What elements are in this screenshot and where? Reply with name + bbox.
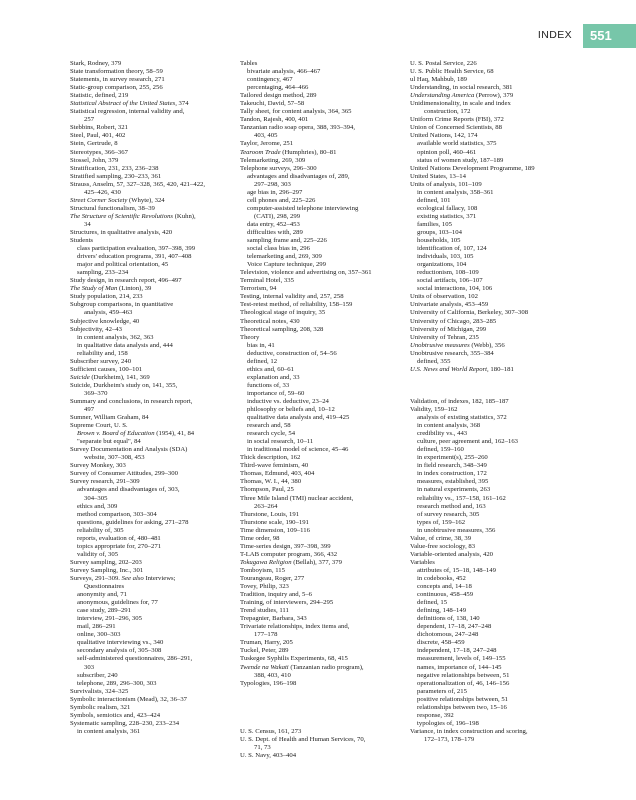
index-entry: advantages and disadvantages of, 289, [247, 172, 350, 180]
index-entry: U.S. News and World Report, 180–181 [410, 365, 514, 373]
index-entry: 304–305 [84, 494, 108, 502]
index-entry: of survey research, 305 [417, 510, 480, 518]
index-entry: Unidimensionality, in scale and index [410, 100, 511, 108]
index-entry: philosophy or beliefs and, 10–12 [247, 406, 335, 414]
index-entry: Third-wave feminism, 40 [240, 462, 309, 470]
index-entry: case study, 289–291 [77, 607, 131, 615]
index-entry: 177–178 [254, 631, 278, 639]
index-entry: Statements, in survey research, 271 [70, 76, 165, 84]
index-entry: analysis, 459–463 [84, 309, 133, 317]
index-entry: reductionism, 108–109 [417, 269, 479, 277]
index-entry: ecological fallacy, 108 [417, 204, 478, 212]
index-entry: Suicide (Durkheim), 141, 369 [70, 373, 150, 381]
index-entry: major and political orientation, 45 [77, 261, 169, 269]
index-entry: Truman, Harry, 205 [240, 639, 293, 647]
index-entry: website, 307–308, 453 [84, 454, 145, 462]
index-entry: dependent, 17–18, 247–248 [417, 623, 492, 631]
index-entry: Subjective knowledge, 40 [70, 317, 140, 325]
index-entry: Thurstone, Louis, 191 [240, 510, 300, 518]
index-entry [410, 374, 585, 382]
index-entry: measures, established, 395 [417, 478, 489, 486]
index-entry: Variable-oriented analysis, 420 [410, 550, 494, 558]
index-entry: operationalization of, 46, 146–156 [417, 679, 510, 687]
index-entry: Univariate analysis, 453–459 [410, 301, 489, 309]
index-entry: 403, 405 [254, 132, 278, 140]
index-entry: Value, of crime, 38, 39 [410, 534, 472, 542]
index-entry: in content analysis, 362, 363 [77, 333, 154, 341]
index-entry: Symbolic realism, 321 [70, 703, 131, 711]
index-entry: Trend studies, 111 [240, 607, 289, 615]
index-entry: questions, guidelines for asking, 271–278 [77, 518, 189, 526]
index-entry: reliability and, 158 [77, 349, 128, 357]
index-entry: Understanding America (Perrow), 379 [410, 92, 514, 100]
index-entry: in field research, 348–349 [417, 462, 487, 470]
index-entry: contingency, 467 [247, 76, 293, 84]
index-entry: telemarketing and, 269, 309 [247, 253, 322, 261]
index-entry: individuals, 103, 105 [417, 253, 474, 261]
index-entry [240, 696, 406, 704]
index-entry: Units of observation, 102 [410, 293, 478, 301]
index-entry: in content analysis, 361 [77, 727, 141, 735]
index-entry: telephone, 289, 296–300, 303 [77, 679, 157, 687]
index-entry: independent, 17–18, 247–248 [417, 647, 497, 655]
index-entry: Tokugawa Religion (Bellah), 377, 379 [240, 558, 342, 566]
index-entry: Survey sampling, 202–203 [70, 558, 142, 566]
index-entry: Trepagnier, Barbara, 343 [240, 615, 307, 623]
index-entry: households, 105 [417, 237, 461, 245]
index-entry: bias in, 41 [247, 341, 275, 349]
index-entry: Thomas, Edmund, 403, 404 [240, 470, 315, 478]
index-entry: Statistic, defined, 219 [70, 92, 129, 100]
index-entry: defined, 15 [417, 599, 448, 607]
index-entry: Telephone surveys, 296–300 [240, 164, 317, 172]
index-entry: Unobtrusive research, 355–384 [410, 349, 494, 357]
index-entry: Time order, 98 [240, 534, 280, 542]
index-entry: data entry, 452–453 [247, 220, 300, 228]
index-entry: importance of, 59–60 [247, 389, 305, 397]
index-entry: social class bias in, 296 [247, 245, 310, 253]
index-entry: Three Mile Island (TMI) nuclear accident, [240, 494, 354, 502]
index-entry: Television, violence and advertising on, 357–361 [240, 269, 372, 277]
index-entry: cell phones and, 225–226 [247, 196, 316, 204]
index-entry: dichotomous, 247–248 [417, 631, 479, 639]
index-entry: anonymous, guidelines for, 77 [77, 599, 158, 607]
index-entry: Symbols, semiotics and, 423–424 [70, 711, 161, 719]
index-entry: reports, evaluation of, 480–481 [77, 534, 161, 542]
index-entry: Variables [410, 558, 435, 566]
index-entry: bivariate analysis, 466–467 [247, 68, 321, 76]
index-entry: Systematic sampling, 228–230, 233–234 [70, 719, 180, 727]
index-entry: Subgroup comparisons, in quantitative [70, 301, 174, 309]
index-entry: Tovey, Philip, 323 [240, 583, 289, 591]
index-entry: sampling frame and, 225–226 [247, 237, 327, 245]
index-entry: families, 105 [417, 220, 452, 228]
index-entry: organizations, 104 [417, 261, 467, 269]
index-column-3 [410, 60, 585, 744]
index-entry: measurement, levels of, 149–155 [417, 655, 506, 663]
index-entry: Time-series design, 397–398, 399 [240, 542, 331, 550]
index-entry: Takeuchi, David, 57–58 [240, 100, 305, 108]
index-entry: 71, 73 [254, 743, 271, 751]
index-entry: U. S. Dept. of Health and Human Services, 70, [240, 735, 366, 743]
index-entry: Testing, internal validity and, 257, 258 [240, 293, 344, 301]
index-entry: University of Chicago, 283–285 [410, 317, 497, 325]
index-entry: Tradition, inquiry and, 5–6 [240, 591, 313, 599]
index-entry: functions of, 33 [247, 381, 290, 389]
index-entry: Tourangeau, Roger, 277 [240, 575, 305, 582]
index-entry: Tables [240, 60, 258, 67]
index-entry: groups, 103–104 [417, 228, 462, 236]
index-entry: method comparison, 303–304 [77, 510, 157, 518]
index-entry: Study population, 214, 233 [70, 293, 143, 301]
index-entry: Tally sheet, for content analysis, 364, 365 [240, 108, 352, 116]
index-entry: in index construction, 172 [417, 470, 487, 478]
index-entry: discrete, 458–459 [417, 639, 465, 647]
index-entry: Tearoom Trade (Humphries), 80–81 [240, 148, 337, 156]
index-entry: Units of analysis, 101–109 [410, 180, 482, 188]
index-entry: analysis of existing statistics, 372 [417, 414, 507, 422]
index-entry: Subscriber survey, 240 [70, 357, 132, 365]
index-entry: United Nations Development Programme, 189 [410, 164, 535, 172]
index-entry: Sumner, William Graham, 84 [70, 414, 149, 422]
index-entry: Survey of Consumer Attitudes, 299–300 [70, 470, 178, 478]
index-entry: Validity, 159–162 [410, 406, 458, 414]
index-entry: sampling, 233–234 [77, 269, 129, 277]
index-entry: drivers' education programs, 391, 407–408 [77, 253, 192, 261]
index-entry [240, 720, 406, 728]
index-entry: Survey research, 291–309 [70, 478, 140, 486]
index-entry: University of Michigan, 299 [410, 325, 487, 333]
index-entry: culture, peer agreement and, 162–163 [417, 438, 519, 446]
index-entry: online, 300–303 [77, 631, 121, 639]
index-entry: Tuckel, Peter, 289 [240, 647, 289, 655]
index-entry: Stratified sampling, 230–233, 361 [70, 172, 162, 180]
index-entry: U. S. Navy, 403–404 [240, 752, 297, 760]
index-entry: Study design, in research report, 496–497 [70, 277, 182, 285]
index-entry: definitions of, 138, 140 [417, 615, 480, 623]
index-entry: "separate but equal", 84 [77, 438, 141, 446]
index-entry: topics appropriate for, 270–271 [77, 542, 162, 550]
index-entry: reliability vs., 157–158, 161–162 [417, 494, 506, 502]
index-entry: reliability of, 305 [77, 526, 124, 534]
index-entry: relationships between two, 15–16 [417, 703, 507, 711]
index-column-2 [240, 60, 406, 760]
index-entry: positive relationships between, 51 [417, 695, 509, 703]
index-entry: ul Haq, Mahbub, 189 [410, 76, 468, 84]
index-entry: explanation and, 33 [247, 373, 300, 381]
index-entry: 303 [84, 663, 95, 671]
index-entry: parameters of, 215 [417, 687, 467, 695]
index-entry: defined, 12 [247, 357, 278, 365]
index-entry: social interactions, 104, 106 [417, 285, 493, 293]
index-entry: Suicide, Durkheim's study on, 141, 355, [70, 381, 178, 389]
index-entry: T-LAB computer program, 366, 432 [240, 550, 338, 558]
index-entry: opinion poll, 460–461 [417, 148, 477, 156]
index-entry: defining, 148–149 [417, 607, 467, 615]
index-entry: Terrorism, 94 [240, 285, 277, 293]
index-entry: 497 [84, 406, 95, 414]
index-entry: interview, 291–296, 305 [77, 615, 142, 623]
index-entry [410, 382, 585, 390]
index-entry: 369–370 [84, 389, 108, 397]
index-entry: Training, of interviewers, 294–295 [240, 599, 334, 607]
index-entry: The Study of Man (Linton), 39 [70, 285, 152, 293]
index-entry: U. S. Public Health Service, 68 [410, 68, 494, 76]
index-entry: construction, 172 [424, 108, 471, 116]
index-entry: University of California, Berkeley, 307–308 [410, 309, 529, 317]
index-entry: Taylor, Jerome, 251 [240, 140, 294, 148]
index-entry: Stereotypes, 366–367 [70, 148, 128, 156]
index-entry: Thompson, Paul, 25 [240, 486, 294, 494]
index-entry: Uniform Crime Reports (FBI), 372 [410, 116, 504, 124]
index-entry: Symbolic interactionism (Mead), 32, 36–37 [70, 695, 188, 703]
index-entry: in traditional model of science, 45–46 [247, 446, 349, 454]
index-entry: Thurstone scale, 190–191 [240, 518, 309, 526]
index-entry: Tomboyism, 115 [240, 566, 285, 574]
index-entry: Union of Concerned Scientists, 88 [410, 124, 502, 132]
index-entry: defined, 159–160 [417, 446, 464, 454]
index-entry: Survey Monkey, 303 [70, 462, 126, 470]
index-entry: Tandon, Rajesh, 400, 401 [240, 116, 309, 124]
index-entry: difficulties with, 289 [247, 228, 303, 236]
index-entry: in unobtrusive measures, 356 [417, 526, 496, 534]
index-entry: in qualitative data analysis and, 444 [77, 341, 173, 349]
index-entry: negative relationships between, 51 [417, 671, 510, 679]
index-column-1 [70, 60, 228, 736]
index-entry: types of, 159–162 [417, 518, 466, 526]
index-entry: status of women study, 187–189 [417, 156, 504, 164]
index-entry: Questionnaires [84, 583, 125, 591]
index-entry: secondary analysis of, 305–308 [77, 647, 162, 655]
index-entry: Trivariate relationships, index items and, [240, 623, 350, 631]
index-entry: State transformation theory, 58–59 [70, 68, 163, 76]
index-entry: typologies of, 196–198 [417, 719, 479, 727]
index-entry: Voice Capture technique, 299 [247, 261, 326, 269]
index-entry: Structural functionalism, 38–39 [70, 204, 155, 212]
index-entry: Terminal Hotel, 335 [240, 277, 294, 285]
index-entry: Statistical Abstract of the United States, 374 [70, 100, 189, 108]
index-entry: Understanding, in social research, 381 [410, 84, 513, 92]
index-entry: in experiment(s), 255–260 [417, 454, 488, 462]
index-entry: Thomas, W. I., 44, 380 [240, 478, 302, 486]
index-entry: Stratification, 231, 233, 236–238 [70, 164, 159, 172]
index-entry: credibility vs., 443 [417, 430, 468, 438]
index-entry: in natural experiments, 263 [417, 486, 491, 494]
index-entry: response, 392 [417, 711, 454, 719]
index-entry: subscriber, 240 [77, 671, 118, 679]
index-entry: Stossel, John, 379 [70, 156, 119, 164]
index-entry: in content analysis, 358–361 [417, 188, 494, 196]
index-entry: Variance, in index construction and scoring, [410, 727, 528, 735]
index-entry: in social research, 10–11 [247, 438, 314, 446]
index-entry: research cycle, 54 [247, 430, 296, 438]
index-entry: Structures, in qualitative analysis, 420 [70, 228, 173, 236]
index-entry: Unobtrusive measures (Webb), 356 [410, 341, 505, 349]
index-entry: ethics and, 60–61 [247, 365, 294, 373]
index-entry: research method and, 163 [417, 502, 486, 510]
index-entry: Twende na Wakati (Tanzanian radio program), [240, 663, 364, 671]
index-entry: deductive, construction of, 54–56 [247, 349, 337, 357]
index-entry [240, 704, 406, 712]
index-entry: 263–264 [254, 502, 278, 510]
index-entry: Static-group comparison, 255, 256 [70, 84, 163, 92]
index-entry: attributes of, 15–18, 148–149 [417, 566, 496, 574]
index-entry: Validation, of indexes, 182, 185–187 [410, 397, 509, 405]
index-entry: Tanzanian radio soap opera, 388, 393–394, [240, 124, 356, 132]
index-entry: Theological stage of inquiry, 35 [240, 309, 326, 317]
index-entry: Supreme Court, U. S. [70, 422, 128, 430]
index-entry: defined, 355 [417, 357, 451, 365]
page-number-badge: 551 [583, 24, 636, 48]
index-entry: Survivalists, 324–325 [70, 687, 129, 695]
index-entry: Theoretical notes, 430 [240, 317, 300, 325]
index-entry: Theoretical sampling, 208, 328 [240, 325, 324, 333]
index-entry: Street Corner Society (Whyte), 324 [70, 196, 165, 204]
index-entry: 172–173, 178–179 [424, 735, 475, 743]
index-entry: Subjectivity, 42–43 [70, 325, 122, 333]
index-entry: Theory [240, 333, 260, 341]
index-entry [240, 712, 406, 720]
index-entry: Typologies, 196–198 [240, 679, 297, 687]
index-entry: (CATI), 298, 299 [254, 212, 301, 220]
index-entry: age bias in, 296–297 [247, 188, 303, 196]
index-entry: Telemarketing, 269, 309 [240, 156, 306, 164]
index-entry: Steel, Paul, 401, 402 [70, 132, 126, 140]
index-entry: social artifacts, 106–107 [417, 277, 483, 285]
index-entry: U. S. Census, 161, 273 [240, 727, 302, 735]
index-entry: University of Tehran, 235 [410, 333, 479, 341]
index-entry: Summary and conclusions, in research report, [70, 397, 193, 405]
index-entry: U. S. Postal Service, 226 [410, 60, 477, 67]
index-entry: class participation evaluation, 397–398, 399 [77, 245, 196, 253]
index-entry: Brown v. Board of Education (1954), 41, 84 [77, 430, 195, 438]
index-entry: qualitative interviewing vs., 340 [77, 639, 164, 647]
index-entry: 425–426, 430 [84, 188, 121, 196]
index-entry: available world statistics, 375 [417, 140, 497, 148]
index-entry: existing statistics, 371 [417, 212, 477, 220]
index-entry: in codebooks, 452 [417, 575, 466, 582]
index-entry: Survey Documentation and Analysis (SDA) [70, 446, 188, 454]
index-entry: inductive vs. deductive, 23–24 [247, 397, 329, 405]
index-entry: self-administered questionnaires, 286–291, [77, 655, 193, 663]
index-entry: research and, 58 [247, 422, 291, 430]
index-entry: 34 [84, 220, 91, 228]
index-entry: defined, 101 [417, 196, 451, 204]
index-entry [240, 688, 406, 696]
index-entry: Statistical regression, internal validity and, [70, 108, 185, 116]
index-entry: computer-assisted telephone interviewing [247, 204, 359, 212]
index-entry: in content analysis, 368 [417, 422, 481, 430]
index-entry: The Structure of Scientific Revolutions (Kuhn), [70, 212, 196, 220]
index-entry: 388, 403, 410 [254, 671, 291, 679]
index-entry: Tuskegee Syphilis Experiments, 68, 415 [240, 655, 348, 663]
index-entry: 257 [84, 116, 95, 124]
index-entry: Students [70, 237, 94, 245]
index-entry: ethics and, 309 [77, 502, 118, 510]
index-entry: Test-retest method, of reliability, 158–159 [240, 301, 353, 309]
index-entry: Stebbins, Robert, 321 [70, 124, 128, 132]
index-entry: Tailored design method, 289 [240, 92, 317, 100]
index-entry: advantages and disadvantages of, 303, [77, 486, 180, 494]
index-entry: Strauss, Anselm, 57, 327–328, 365, 420, 421–422, [70, 180, 206, 188]
index-entry [410, 390, 585, 398]
index-entry: Stein, Gertrude, 8 [70, 140, 118, 148]
index-entry: Time dimension, 109–116 [240, 526, 310, 534]
index-entry: Surveys, 291–309. See also Interviews; [70, 575, 176, 582]
index-entry: United Nations, 142, 174 [410, 132, 478, 140]
index-entry: 297–298, 303 [254, 180, 291, 188]
index-entry: percentaging, 464–466 [247, 84, 309, 92]
index-entry: continuous, 458–459 [417, 591, 474, 599]
index-entry: qualitative data analysis and, 419–425 [247, 414, 350, 422]
index-entry: Thick description, 162 [240, 454, 301, 462]
index-entry: concepts and, 14–18 [417, 583, 472, 591]
index-entry: validity of, 305 [77, 550, 119, 558]
index-entry: Stark, Rodney, 379 [70, 60, 122, 67]
index-entry: Sufficient causes, 100–101 [70, 365, 143, 373]
index-entry: United States, 13–14 [410, 172, 466, 180]
index-entry: Value-free sociology, 83 [410, 542, 476, 550]
index-entry: anonymity and, 71 [77, 591, 127, 599]
index-entry: Survey Sampling, Inc., 301 [70, 566, 144, 574]
index-entry: mail, 286–291 [77, 623, 116, 631]
index-entry: names, importance of, 144–145 [417, 663, 502, 671]
index-entry: identification of, 107, 124 [417, 245, 487, 253]
section-title: INDEX [537, 29, 572, 41]
